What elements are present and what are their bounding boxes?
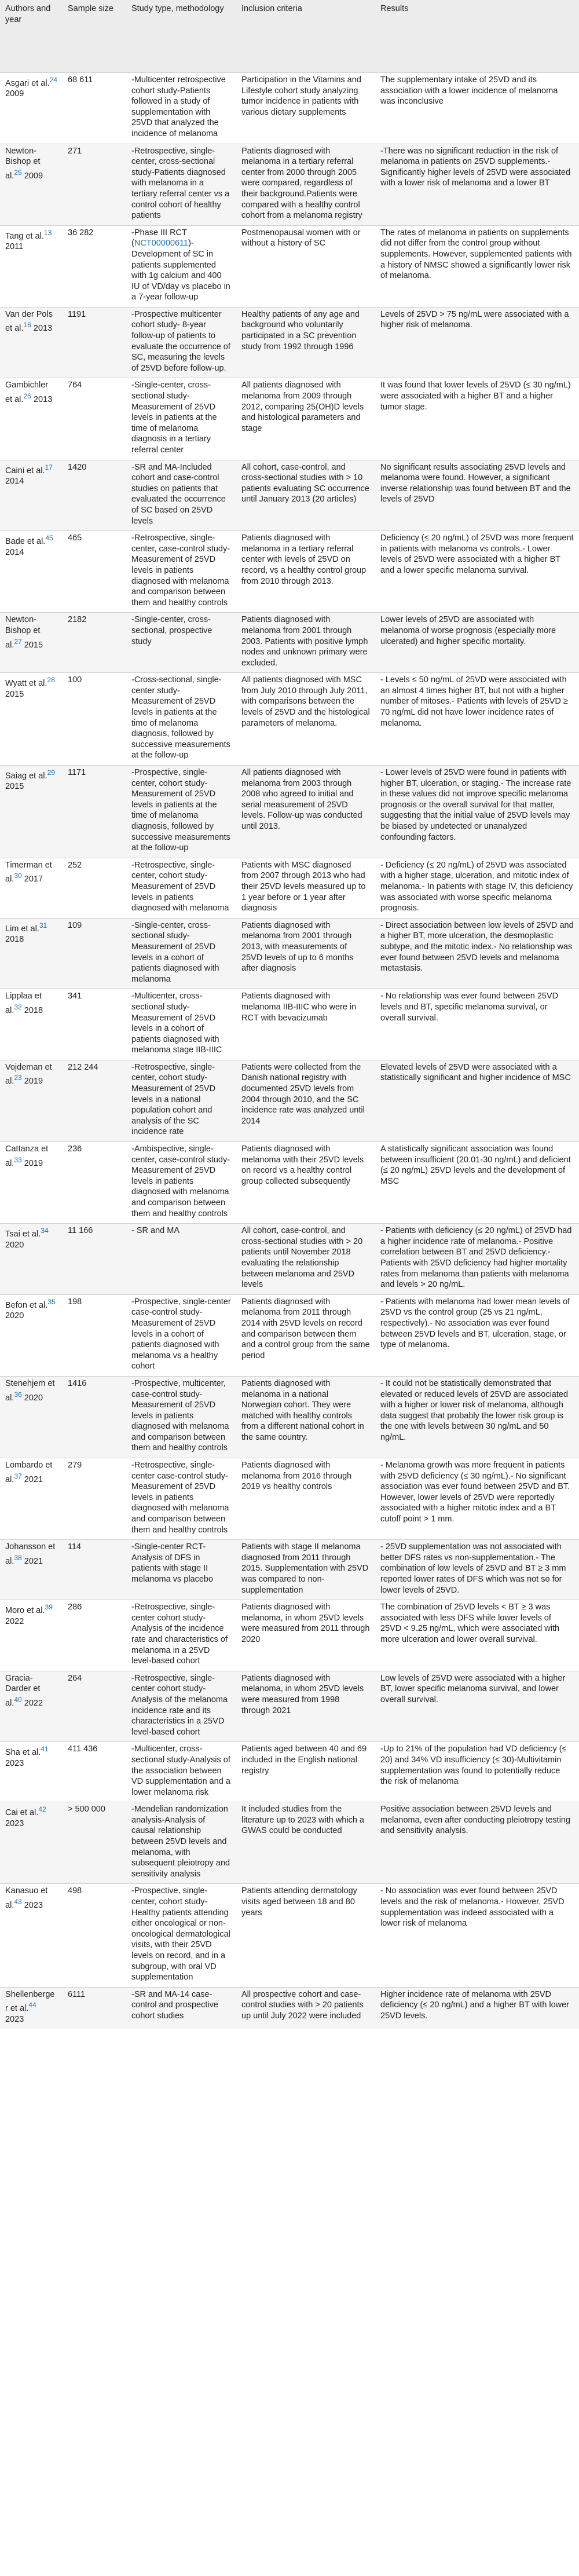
header-inclusion-criteria: Inclusion criteria	[236, 0, 375, 73]
sample-size-cell: 252	[68, 860, 82, 870]
inclusion-criteria-cell: All prospective cohort and case-control studies with > 20 patients up until July 2022 were included	[241, 1989, 364, 2021]
publication-year: 2015	[5, 689, 24, 699]
inclusion-criteria-cell: Patients diagnosed with melanoma, in whom 25VD levels were measured from 1998 through 2021	[241, 1673, 364, 1715]
reference-link[interactable]: 42	[38, 1805, 46, 1814]
results-cell: - Patients with melanoma had lower mean levels of 25VD vs the control group (25 vs 21 ng/mL, respectively).- No association was ever found between 25VD levels and BT, ulceration, stage, or type of melanoma.	[380, 1297, 570, 1350]
results-cell: It was found that lower levels of 25VD (≤ 30 ng/mL) were associated with a higher BT and a higher tumor stage.	[380, 380, 571, 412]
reference-link[interactable]: 31	[39, 921, 47, 930]
table-row	[0, 989, 579, 1060]
sample-size-cell: 109	[68, 920, 82, 930]
author-year-cell	[0, 307, 63, 378]
study-type-cell: -Prospective, single-center, cohort study-Healthy patients attending either oncological or non-oncological dermatological visits, with their 25VD levels on record, and in a subgroup, with oral VD supplementation	[131, 1886, 230, 1982]
author-year-cell	[0, 73, 63, 144]
results-cell: Elevated levels of 25VD were associated with a statistically significant and higher incidence of MSC	[380, 1062, 571, 1083]
inclusion-criteria-cell: Healthy patients of any age and background who voluntarily participated in a SC prevention study from 1992 through 1996	[241, 309, 360, 352]
sample-size-cell: 411 436	[68, 1744, 98, 1754]
table-row	[0, 531, 579, 613]
sample-size-cell: 198	[68, 1297, 82, 1307]
author-name: Newton-Bishop et al.	[5, 146, 41, 181]
reference-link[interactable]: 38	[14, 1553, 22, 1562]
inclusion-criteria-cell: All patients diagnosed with melanoma from 2009 through 2012, comparing 25(OH)D levels and histological parameters and stage	[241, 380, 364, 433]
publication-year: 2023	[5, 1818, 24, 1828]
reference-link[interactable]: 39	[45, 1603, 53, 1612]
author-year-cell	[0, 1671, 63, 1742]
study-type-cell: -Single-center, cross-sectional, prospective study	[131, 615, 212, 646]
author-year-cell	[0, 1458, 63, 1540]
publication-year: 2009	[21, 171, 43, 181]
inclusion-criteria-cell: All patients diagnosed with melanoma from 2003 through 2008 who agreed to initial and serial measurement of 25VD levels. Follow-up was conducted until 2013.	[241, 768, 362, 831]
trial-identifier-link[interactable]: NCT00000611	[134, 239, 189, 248]
publication-year: 2021	[21, 1556, 43, 1566]
reference-link[interactable]: 45	[45, 534, 53, 543]
results-cell: - Direct association between low levels of 25VD and a higher BT, more ulceration, the desmoplastic subtype, and the mitotic index.- No relationship was ever found between 25VD levels and melanoma metastasis.	[380, 920, 574, 974]
author-name: Tsai et al.	[5, 1230, 41, 1239]
reference-link[interactable]: 30	[14, 872, 22, 880]
reference-link[interactable]: 36	[14, 1390, 22, 1399]
results-cell: The rates of melanoma in patients on supplements did not differ from the control group without supplements. However, supplemented patients with a history of NMSC showed a significantly lower risk of melanoma.	[380, 228, 572, 281]
author-year-cell	[0, 989, 63, 1060]
author-name: Gracia-Darder et al.	[5, 1673, 41, 1708]
inclusion-criteria-cell: Postmenopausal women with or without a history of SC	[241, 228, 361, 248]
inclusion-criteria-cell: All patients diagnosed with MSC from July 2010 through July 2011, with comparisons between the levels of 25VD and the histological parameters of melanoma.	[241, 675, 370, 728]
author-name: Newton-Bishop et al.	[5, 615, 41, 650]
results-cell: - Deficiency (≤ 20 ng/mL) of 25VD was associated with a higher stage, ulceration, and mitotic index of melanoma.- In patients with stage IV, this deficiency was associated with worse specific melanoma prognosis.	[380, 860, 573, 913]
publication-year: 2009	[5, 89, 24, 99]
author-name: Befon et al.	[5, 1300, 48, 1310]
publication-year: 2018	[5, 935, 24, 945]
study-type-cell: -Retrospective, single-center, cross-sectional study-Patients diagnosed with melanoma in a tertiary referral center vs a control cohort of healthy patients	[131, 146, 230, 221]
study-type-cell: -Single-center, cross-sectional study-Measurement of 25VD levels in a cohort of patients diagnosed with melanoma	[131, 920, 219, 984]
study-type-text: )-Development of SC in patients supplemented with 1g calcium and 400 IU of VD/day vs placebo in a 7-year follow-up	[131, 239, 230, 302]
results-cell: No significant results associating 25VD levels and melanoma were found. However, a significant inverse relationship was found between BT and the levels of 25VD	[380, 462, 571, 504]
sample-size-cell: 1420	[68, 462, 87, 472]
publication-year: 2019	[21, 1077, 43, 1086]
study-type-cell: -Mendelian randomization analysis-Analysis of causal relationship between 25VD levels and melanoma, with subsequent pleiotropy and sensitivity analysis	[131, 1805, 230, 1879]
author-year-cell	[0, 225, 63, 307]
publication-year: 2018	[21, 1005, 43, 1015]
inclusion-criteria-cell: Patients with stage II melanoma diagnosed from 2011 through 2015. Supplementation with 25VD was compared to non-supplementation	[241, 1542, 369, 1595]
author-name: Wyatt et al.	[5, 679, 47, 689]
author-name: Cai et al.	[5, 1808, 39, 1818]
reference-link[interactable]: 29	[47, 769, 55, 777]
reference-link[interactable]: 43	[14, 1898, 22, 1907]
author-year-cell	[0, 1802, 63, 1884]
publication-year: 2011	[5, 242, 24, 252]
table-row	[0, 1600, 579, 1671]
table-row	[0, 460, 579, 531]
results-cell: - Lower levels of 25VD were found in patients with higher BT, ulceration, or staging.- The increase rate in these values did not improve specific melanoma prognosis or the overall survival for that matter, suggesting that the initial value of 25VD levels may be biased by undetected or unanalyzed confounding factors.	[380, 768, 571, 842]
study-type-cell: -Retrospective, single-center, cohort study-Measurement of 25VD levels in a national population cohort and analysis of the SC incidence rate	[131, 1062, 216, 1137]
author-year-cell	[0, 1224, 63, 1295]
inclusion-criteria-cell: Patients aged between 40 and 69 included in the English national registry	[241, 1744, 367, 1776]
header-authors-year: Authors and year	[0, 0, 63, 73]
author-name: Sha et al.	[5, 1748, 41, 1758]
sample-size-cell: 286	[68, 1602, 82, 1612]
reference-link[interactable]: 40	[14, 1695, 22, 1704]
results-cell: - No association was ever found between 25VD levels and the risk of melanoma.- However, 25VD supplementation was indeed associated with a lower risk of melanoma	[380, 1886, 565, 1929]
results-cell: The supplementary intake of 25VD and its association with a lower incidence of melanoma was inconclusive	[380, 75, 558, 107]
reference-link[interactable]: 37	[14, 1472, 22, 1480]
inclusion-criteria-cell: Patients diagnosed with melanoma IIB-IIIC who were in RCT with bevacizumab	[241, 991, 357, 1023]
reference-link[interactable]: 34	[41, 1227, 49, 1235]
results-cell: - Levels ≤ 50 ng/mL of 25VD were associated with an almost 4 times higher BT, but not with a higher number of mitoses.- Patients with levels of 25VD ≥ 70 ng/mL did not have lower incidence rates of melanoma.	[380, 675, 568, 728]
header-sample-size: Sample size	[63, 0, 126, 73]
study-type-cell: -Multicenter, cross-sectional study-Analysis of the association between VD supplementation and a lower melanoma risk	[131, 1744, 230, 1797]
table-row	[0, 1142, 579, 1224]
table-row	[0, 1671, 579, 1742]
author-year-cell	[0, 1884, 63, 1987]
table-row	[0, 673, 579, 766]
reference-link[interactable]: 17	[45, 463, 53, 471]
publication-year: 2014	[5, 477, 24, 486]
inclusion-criteria-cell: Patients diagnosed with melanoma in a national Norwegian cohort. They were matched with healthy controls from a different national cohort in the same country.	[241, 1378, 364, 1442]
table-row	[0, 858, 579, 918]
sample-size-cell: 1171	[68, 768, 86, 778]
reference-link[interactable]: 26	[23, 392, 31, 401]
table-row	[0, 1802, 579, 1884]
table-row	[0, 73, 579, 144]
inclusion-criteria-cell: Patients diagnosed with melanoma from 2011 through 2014 with 25VD levels on record and comparison between them and a control group from the same period	[241, 1297, 370, 1360]
sample-size-cell: 236	[68, 1144, 82, 1154]
sample-size-cell: 114	[68, 1542, 82, 1552]
results-cell: - 25VD supplementation was not associated with better DFS rates vs non-supplementation.- The combination of low levels of 25VD and BT ≥ 3 mm reported lower rates of DFS which was not so for lower levels of 25VD.	[380, 1542, 566, 1595]
sample-size-cell: 279	[68, 1461, 82, 1470]
author-name: Saiag et al.	[5, 771, 47, 781]
author-name: Kanasuo et al.	[5, 1886, 48, 1910]
publication-year: 2015	[5, 782, 24, 792]
publication-year: 2019	[21, 1158, 43, 1168]
header-study-type: Study type, methodology	[126, 0, 236, 73]
inclusion-criteria-cell: Patients diagnosed with melanoma from 2016 through 2019 vs healthy controls	[241, 1461, 352, 1492]
author-name: Stenehjem et al.	[5, 1378, 55, 1403]
author-year-cell	[0, 1376, 63, 1458]
reference-link[interactable]: 27	[14, 637, 22, 646]
table-row	[0, 307, 579, 378]
table-row	[0, 1224, 579, 1295]
publication-year: 2013	[31, 394, 53, 404]
table-row	[0, 378, 579, 460]
study-type-cell: - SR and MA	[131, 1226, 179, 1236]
author-year-cell	[0, 460, 63, 531]
inclusion-criteria-cell: All cohort, case-control, and cross-sectional studies with > 10 patients evaluating SC occurrence until January 2013 (20 articles)	[241, 462, 369, 504]
author-name: Cattanza et al.	[5, 1144, 49, 1168]
results-cell: Levels of 25VD > 75 ng/mL were associated with a higher risk of melanoma.	[380, 309, 569, 330]
publication-year: 2020	[5, 1311, 24, 1321]
study-type-cell: -Retrospective, single-center cohort study-Analysis of the melanoma incidence rate and its characteristics in a 25VD level-based cohort	[131, 1673, 228, 1737]
author-year-cell	[0, 613, 63, 673]
study-type-cell: -Single-center RCT-Analysis of DFS in patients with stage II melanoma vs placebo	[131, 1542, 214, 1584]
results-cell: A statistically significant association was found between insufficient (20.01-30 ng/mL) and deficient (≤ 20 ng/mL) 25VD levels and the development of MSC	[380, 1144, 571, 1186]
sample-size-cell: 465	[68, 533, 82, 543]
reference-link[interactable]: 25	[14, 168, 22, 177]
results-cell: Low levels of 25VD were associated with a higher BT, lower specific melanoma survival, and lower overall survival.	[380, 1673, 566, 1704]
sample-size-cell: 2182	[68, 615, 87, 625]
sample-size-cell: 764	[68, 380, 82, 390]
inclusion-criteria-cell: Patients attending dermatology visits aged between 18 and 80 years	[241, 1886, 357, 1918]
publication-year: 2020	[5, 1240, 24, 1250]
sample-size-cell: 11 166	[68, 1226, 93, 1236]
publication-year: 2015	[21, 640, 43, 650]
results-cell: - Patients with deficiency (≤ 20 ng/mL) of 25VD had a higher incidence rate of melanoma.- Positive correlation between BT and 25VD deficiency.- Patients with 25VD deficiency had higher mortality rates from melanoma than patients with melanoma and levels > 20 ng/mL.	[380, 1226, 572, 1290]
study-type-cell: -Prospective, multicenter, case-control study-Measurement of 25VD levels in patients diagnosed with melanoma and comparison between them and healthy controls	[131, 1378, 229, 1453]
results-cell: Higher incidence rate of melanoma with 25VD deficiency (≤ 20 ng/mL) and a higher BT with lower 25VD levels.	[380, 1989, 570, 2021]
header-results: Results	[375, 0, 579, 73]
author-name: Asgari et al.	[5, 78, 50, 88]
sample-size-cell: 264	[68, 1673, 82, 1683]
author-year-cell	[0, 918, 63, 989]
study-type-prefix: -Phase III RCT (	[131, 228, 187, 248]
study-type-cell: -Ambispective, single-center, case-control study-Measurement of 25VD levels in patients diagnosed with melanoma and comparison between them and healthy controls	[131, 1144, 230, 1219]
table-row	[0, 1294, 579, 1376]
reference-link[interactable]: 13	[43, 228, 52, 237]
table-row	[0, 1376, 579, 1458]
inclusion-criteria-cell: Patients diagnosed with melanoma with their 25VD levels on record vs a healthy control group collected subsequently	[241, 1144, 364, 1186]
author-name: Vojdeman et al.	[5, 1062, 52, 1086]
study-type-cell: -Prospective, single-center, cohort study-Measurement of 25VD levels in patients at the time of melanoma diagnosis, followed by successive measurements at the follow-up	[131, 768, 230, 853]
author-year-cell	[0, 1294, 63, 1376]
results-cell: Lower levels of 25VD are associated with melanoma of worse prognosis (especially more ulcerated) and higher specific mortality.	[380, 615, 556, 646]
table-row	[0, 144, 579, 225]
publication-year: 2023	[5, 1758, 24, 1768]
author-name: Bade et al.	[5, 536, 46, 546]
inclusion-criteria-cell: Patients diagnosed with melanoma, in whom 25VD levels were measured from 2011 through 2020	[241, 1602, 370, 1644]
results-cell: - It could not be statistically demonstrated that elevated or reduced levels of 25VD are associated with a higher or lower risk of melanoma, although data suggest that probably the lower risk group is the one with levels between 30 ng/mL and 50 ng/mL.	[380, 1378, 569, 1442]
reference-link[interactable]: 28	[47, 676, 55, 685]
author-year-cell	[0, 858, 63, 918]
study-type-cell: -Retrospective, single-center cohort study-Analysis of the incidence rate and characteristics of melanoma in a 25VD level-based cohort	[131, 1602, 228, 1666]
table-row	[0, 1540, 579, 1600]
results-cell: -Up to 21% of the population had VD deficiency (≤ 20) and 34% VD insufficiency (≤ 30)-Multivitamin supplementation was found to potentially reduce the risk of melanoma	[380, 1744, 567, 1787]
inclusion-criteria-cell: Patients were collected from the Danish national registry with documented 25VD levels from 2004 through 2010, and the SC incidence rate was analyzed until 2014	[241, 1062, 365, 1126]
author-year-cell	[0, 378, 63, 460]
reference-link[interactable]: 41	[41, 1745, 49, 1754]
table-row	[0, 1742, 579, 1802]
table-row	[0, 1458, 579, 1540]
table-header-row	[0, 0, 579, 73]
sample-size-cell: 212 244	[68, 1062, 98, 1072]
study-type-cell: -Cross-sectional, single-center study-Measurement of 25VD levels in patients at the time of melanoma diagnosis, followed by successive measurements at the follow-up	[131, 675, 230, 760]
inclusion-criteria-cell: It included studies from the literature up to 2023 with which a GWAS could be conducted	[241, 1805, 364, 1836]
reference-link[interactable]: 24	[49, 76, 58, 84]
inclusion-criteria-cell: Patients diagnosed with melanoma in a tertiary referral center with levels of 25VD on record, vs a healthy control group from 2010 through 2013.	[241, 533, 367, 586]
study-type-cell: -SR and MA-Included cohort and case-control studies on patients that evaluated the occurrence of SC based on 25VD levels	[131, 462, 226, 526]
publication-year: 2020	[21, 1393, 43, 1403]
author-name: Gambichler et al.	[5, 380, 49, 404]
reference-link[interactable]: 33	[14, 1155, 22, 1164]
table-row	[0, 225, 579, 307]
table-row	[0, 1060, 579, 1141]
sample-size-cell: 271	[68, 146, 82, 156]
results-cell: - Melanoma growth was more frequent in patients with 25VD deficiency (≤ 30 ng/mL).- No significant association was ever found between 25VD and BT. However, lower levels of 25VD were reportedly associated with a higher mitotic index and a BT cutoff point > 1 mm.	[380, 1461, 570, 1524]
author-year-cell	[0, 673, 63, 766]
results-cell: -There was no significant reduction in the risk of melanoma in patients on 25VD supplements.-Significantly higher levels of 25VD were associated with a lower risk of melanoma and a lower BT	[380, 146, 571, 188]
publication-year: 2017	[21, 874, 43, 884]
reference-link[interactable]: 44	[28, 2001, 36, 2010]
author-year-cell	[0, 1742, 63, 1802]
author-name: Van der Pols et al.	[5, 309, 53, 334]
table-row	[0, 613, 579, 673]
study-type-cell: -Prospective, single-center case-control study-Measurement of 25VD levels in a cohort of patients diagnosed with melanoma vs a healthy cohort	[131, 1297, 231, 1371]
table-row	[0, 1987, 579, 2029]
author-name: Johansson et al.	[5, 1542, 56, 1566]
reference-link[interactable]: 35	[47, 1297, 56, 1306]
sample-size-cell: 100	[68, 675, 82, 685]
publication-year: 2013	[31, 324, 53, 334]
sample-size-cell: 1191	[68, 309, 86, 319]
study-type-cell: -Retrospective, single-center case-control study-Measurement of 25VD levels in patients diagnosed with melanoma and comparison between them and healthy controls	[131, 1461, 229, 1535]
sample-size-cell: 6111	[68, 1989, 86, 1999]
sample-size-cell: 36 282	[68, 228, 94, 237]
study-type-cell: -Retrospective, single-center, cohort study-Measurement of 25VD levels in patients diagnosed with melanoma	[131, 860, 229, 913]
author-year-cell	[0, 1060, 63, 1141]
inclusion-criteria-cell: Patients diagnosed with melanoma from 2001 through 2013, with measurements of 25VD levels of up to 6 months after diagnosis	[241, 920, 354, 974]
results-cell: Positive association between 25VD levels and melanoma, even after conducting pleiotropy testing and sensitivity analysis.	[380, 1805, 571, 1836]
reference-link[interactable]: 16	[23, 321, 31, 330]
sample-size-cell: > 500 000	[68, 1805, 105, 1814]
sample-size-cell: 68 611	[68, 75, 93, 85]
author-year-cell	[0, 1987, 63, 2029]
author-year-cell	[0, 1142, 63, 1224]
reference-link[interactable]: 23	[14, 1074, 22, 1082]
publication-year: 2014	[5, 547, 24, 557]
inclusion-criteria-cell: Participation in the Vitamins and Lifestyle cohort study analyzing tumor incidence in patients with various dietary supplements	[241, 75, 361, 117]
study-type-cell: -Single-center, cross-sectional study-Measurement of 25VD levels in patients at the time of melanoma diagnosis in a tertiary referral center	[131, 380, 217, 455]
study-type-cell	[126, 225, 236, 307]
publication-year: 2022	[21, 1698, 43, 1708]
author-name: Timerman et al.	[5, 860, 52, 884]
sample-size-cell: 1416	[68, 1378, 87, 1388]
sample-size-cell: 341	[68, 991, 82, 1001]
publication-year: 2021	[21, 1474, 43, 1484]
reference-link[interactable]: 32	[14, 1002, 22, 1011]
study-type-cell: -Multicenter, cross-sectional study-Measurement of 25VD levels in a cohort of patients diagnosed with melanoma stage IIB-IIIC	[131, 991, 222, 1055]
publication-year: 2022	[5, 1616, 24, 1626]
study-type-cell: -Retrospective, single-center, case-control study-Measurement of 25VD levels in patients diagnosed with melanoma and comparison between them and healthy controls	[131, 533, 230, 608]
table-row	[0, 1884, 579, 1987]
author-name: Caini et al.	[5, 466, 45, 475]
table-row	[0, 766, 579, 858]
author-name: Lim et al.	[5, 924, 39, 934]
author-year-cell	[0, 531, 63, 613]
study-type-cell: -Prospective multicenter cohort study- 8-year follow-up of patients to evaluate the occurrence of SC, measuring the levels of 25VD before follow-up.	[131, 309, 230, 373]
author-name: Lipplaa et al.	[5, 991, 42, 1015]
author-name: Moro et al.	[5, 1606, 45, 1616]
author-year-cell	[0, 1600, 63, 1671]
author-year-cell	[0, 766, 63, 858]
inclusion-criteria-cell: Patients diagnosed with melanoma in a tertiary referral center from 2000 through 2005 were compared, regardless of their background.Patients were compared with a healthy control cohort from a melanoma registry	[241, 146, 362, 221]
results-cell: The combination of 25VD levels < BT ≥ 3 was associated with less DFS while lower levels of 25VD < 9.25 ng/mL, which were associated with more ulceration and lower overall survival.	[380, 1602, 560, 1644]
sample-size-cell: 498	[68, 1886, 82, 1896]
author-year-cell	[0, 1540, 63, 1600]
author-year-cell	[0, 144, 63, 225]
study-type-cell: -Multicenter retrospective cohort study-Patients followed in a study of supplementation with 25VD that analyzed the incidence of melanoma	[131, 75, 226, 138]
results-cell: Deficiency (≤ 20 ng/mL) of 25VD was more frequent in patients with melanoma vs controls.- Lower levels of 25VD were associated with a higher BT and a lower specific melanoma survival.	[380, 533, 574, 575]
author-name: Tang et al.	[5, 231, 44, 241]
inclusion-criteria-cell: Patients diagnosed with melanoma from 2001 through 2003. Patients with positive lymph nodes and unknown primary were excluded.	[241, 615, 368, 668]
inclusion-criteria-cell: Patients with MSC diagnosed from 2007 through 2013 who had their 25VD levels measured up to 1 year before or 1 year after diagnosis	[241, 860, 366, 913]
publication-year: 2023	[21, 1900, 43, 1910]
author-name: Lombardo et al.	[5, 1461, 53, 1484]
table-row	[0, 918, 579, 989]
study-type-cell: -SR and MA-14 case-control and prospective cohort studies	[131, 1989, 218, 2021]
author-name: Shellenberger et al.	[5, 1989, 55, 2014]
inclusion-criteria-cell: All cohort, case-control, and cross-sectional studies with > 20 patients until November 2018 evaluating the relationship between melanoma and 25VD levels	[241, 1226, 363, 1290]
publication-year: 2023	[5, 2014, 24, 2024]
results-cell: - No relationship was ever found between 25VD levels and BT, specific melanoma survival, or overall survival.	[380, 991, 559, 1023]
